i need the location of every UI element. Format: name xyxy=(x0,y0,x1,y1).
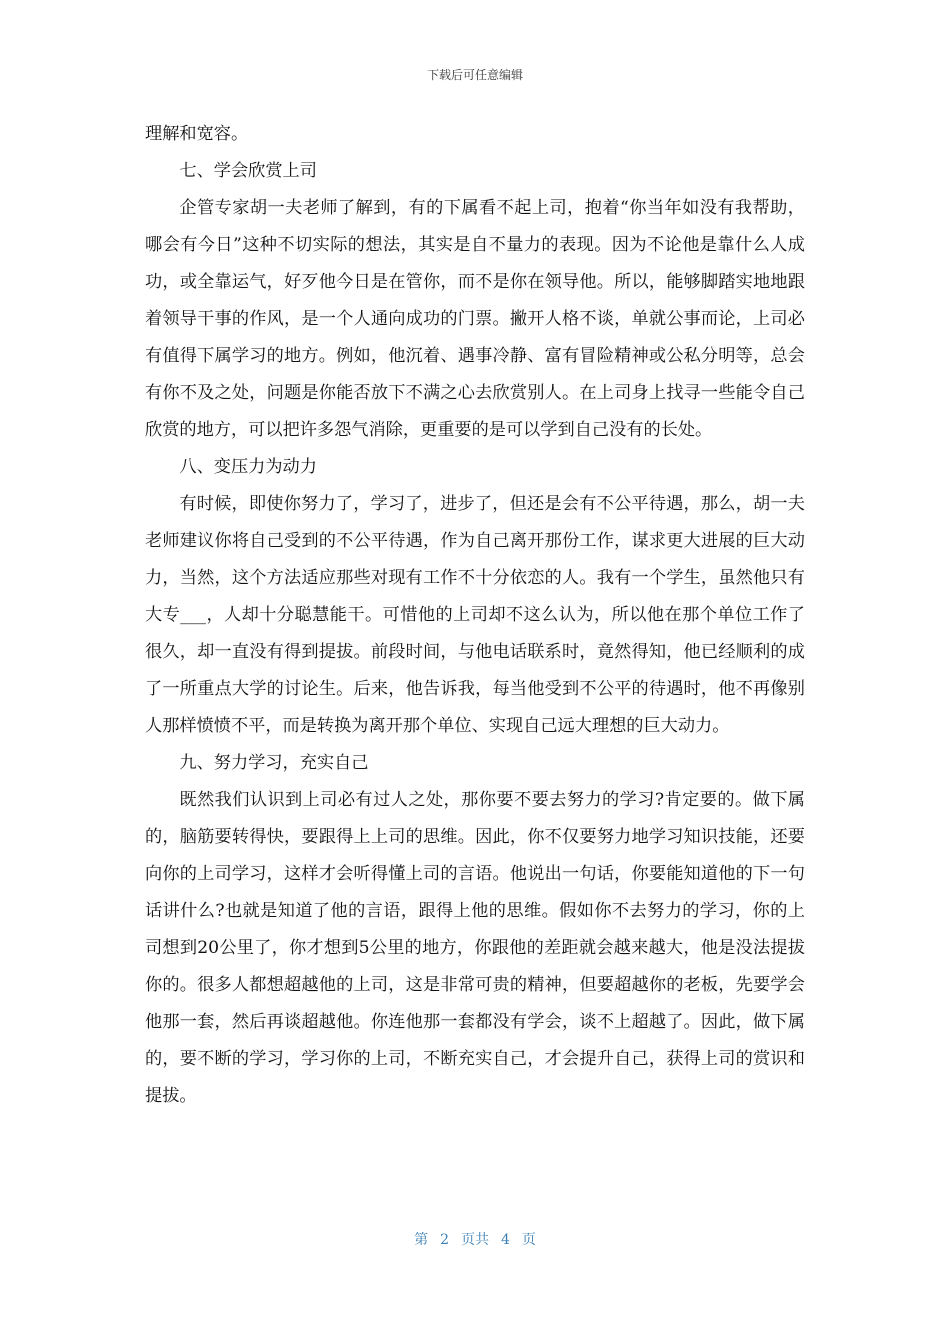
page-footer xyxy=(0,1229,950,1249)
footer-middle: 页共 xyxy=(461,1232,489,1248)
page-header: 下载后可任意编辑 xyxy=(426,68,523,82)
paragraph-section-8: 有时候，即使你努力了，学习了，进步了，但还是会有不公平待遇，那么，胡一夫老师建议你将自己受到的不公平待遇，作为自己离开那份工作，谋求更大进展的巨大动力，当然，这个方法适应那些对现有工作不十分依恋的人。我有一个学生，虽然他只有大专___，人却十分聪慧能干。可惜他的上司却不这么认为，所以他在那个单位工作了很久，却一直没有得到提拔。前段时间，与他电话联系时，竟然得知，他已经顺利的成了一所重点大学的讨论生。后来，他告诉我，每当他受到不公平的待遇时，他不再像别人那样愤愤不平，而是转换为离开那个单位、实现自己远大理想的巨大动力。 xyxy=(145,494,805,736)
section-heading-7: 七、学会欣赏上司 xyxy=(179,161,317,181)
paragraph-continuation: 理解和宽容。 xyxy=(145,124,249,144)
section-heading-9: 九、努力学习，充实自己 xyxy=(179,753,369,773)
footer-page-number: 2 xyxy=(440,1232,449,1248)
document-body xyxy=(145,116,805,1115)
paragraph-section-9: 既然我们认识到上司必有过人之处，那你要不要去努力的学习?肯定要的。做下属的，脑筋要转得快，要跟得上上司的思维。因此，你不仅要努力地学习知识技能，还要向你的上司学习，这样才会听得懂上司的言语。他说出一句话，你要能知道他的下一句话讲什么?也就是知道了他的言语，跟得上他的思维。假如你不去努力的学习，你的上司想到20公里了，你才想到5公里的地方，你跟他的差距就会越来越大，他是没法提拔你的。很多人都想超越他的上司，这是非常可贵的精神，但要超越你的老板，先要学会他那一套，然后再谈超越他。你连他那一套都没有学会，谈不上超越了。因此，做下属的，要不断的学习，学习你的上司，不断充实自己，才会提升自己，获得上司的赏识和提拔。 xyxy=(145,790,805,1106)
section-heading-8: 八、变压力为动力 xyxy=(179,457,317,477)
footer-suffix: 页 xyxy=(521,1232,536,1248)
footer-prefix: 第 xyxy=(414,1232,429,1248)
paragraph-section-7: 企管专家胡一夫老师了解到，有的下属看不起上司，抱着“你当年如没有我帮助，哪会有今日”这种不切实际的想法，其实是自不量力的表现。因为不论他是靠什么人成功，或全靠运气，好歹他今日是在管你，而不是你在领导他。所以，能够脚踏实地地跟着领导干事的作风，是一个人通向成功的门票。撇开人格不谈，单就公事而论，上司必有值得下属学习的地方。例如，他沉着、遇事冷静、富有冒险精神或公私分明等，总会有你不及之处，问题是你能否放下不满之心去欣赏别人。在上司身上找寻一些能令自己欣赏的地方，可以把许多怨气消除，更重要的是可以学到自己没有的长处。 xyxy=(145,198,805,440)
footer-total-pages: 4 xyxy=(501,1232,510,1248)
